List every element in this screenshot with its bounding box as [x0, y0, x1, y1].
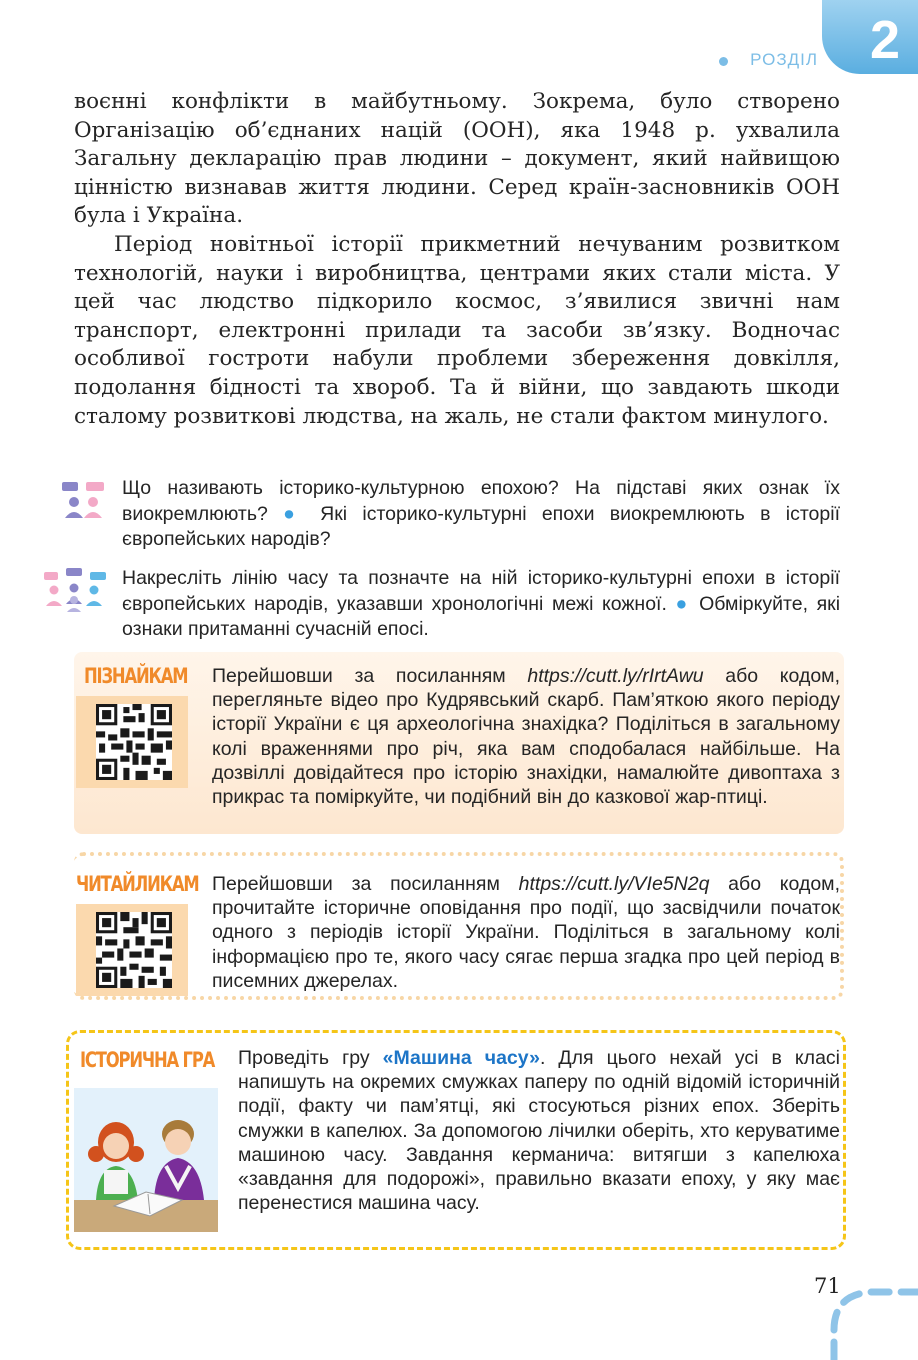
link-piznaikam[interactable]: https://cutt.ly/rIrtAwu	[527, 665, 704, 687]
paragraph-1: воєнні конфлікти в майбутньому. Зокрема, було створено Організацію об’єднаних націй (ООН), яка 1948 р. ухвалила Загальну декларацію прав людини – документ, який найвищою цінністю визнавав життя людини. Серед країн-засновників ООН була і Україна.	[74, 89, 840, 229]
bullet-icon: ●	[675, 592, 691, 615]
box-game-text: Проведіть гру «Машина часу». Для цього нехай усі в класі напишуть на окремих смужках паперу по одній відомій історичній події, факту чи пам’ятці, які стосуються різних епох. Зберіть смужки в капелюх. За допомогою лічилки оберіть, хто керуватиме машиною часу. Завдання керманича: витягши з капелюха «завдання для подорожі», правильно вказати епоху, у яку має перенестися машина часу.	[238, 1047, 840, 1215]
children-reading-illustration	[74, 1088, 218, 1232]
task-2-question: Обміркуйте, які ознаки притаманні сучасній епосі.	[122, 592, 841, 640]
bullet-icon: ●	[283, 502, 305, 525]
qr-code-chytailykam[interactable]	[76, 904, 188, 996]
pair-work-icon	[62, 480, 106, 520]
main-text	[74, 88, 840, 431]
task-1-question-b: Які історико-культурні епохи виокремлюють в історії європейських народів?	[122, 502, 840, 550]
box-chytailykam-heading: ЧИТАЙЛИКАМ	[76, 872, 199, 896]
group-work-icon	[44, 568, 108, 612]
box-chytailykam-text: Перейшовши за посиланням https://cutt.ly/VIe5N2q або кодом, прочитайте історичне оповідання про події, що засвідчили початок одного з періодів історії України. Поділіться в загальному колі інформацією про те, якого часу сягає перша згадка про цей період в писемних джерелах.	[212, 873, 840, 992]
box-piznaikam-text: Перейшовши за посиланням https://cutt.ly/rIrtAwu або кодом, перегляньте відео про Кудрявський скарб. Пам’яткою якого періоду історії України є ця археологічна знахідка? Поділіться в загальному колі враженнями про річ, яка вам сподобалася найбільше. На дозвіллі довідайтеся про історію знахідки, намалюйте дивоптаха з прикрас та поміркуйте, чи подібний він до казкової жар-птиці.	[212, 665, 840, 809]
box-game-heading: ІСТОРИЧНА ГРА	[80, 1048, 215, 1072]
task-1-text	[122, 476, 840, 553]
qr-code-piznaikam[interactable]	[76, 696, 188, 788]
task-2-instruction: Накресліть лінію часу та позначте на ній історико-культурні епохи в історії європейських народів, указавши хронологічні межі кожної.	[122, 567, 840, 615]
paragraph-2: Період новітньої історії прикметний нечуваним розвитком технологій, науки і виробництва, центрами яких стали міста. У цей час людство підкорило космос, з’явилися звичні нам транспорт, електронні прилади та засоби зв’язку. Водночас особливої гостроти набули проблеми збереження довкілля, подолання бідності та хвороб. Та й війни, що завдають шкоди сталому розвиткові людства, на жаль, не стали фактом минулого.	[74, 231, 840, 429]
game-title: «Машина часу»	[382, 1047, 540, 1069]
children-picture-icon	[74, 1088, 218, 1232]
link-chytailykam[interactable]: https://cutt.ly/VIe5N2q	[518, 873, 710, 895]
qr-code-icon	[96, 912, 172, 988]
section-dot	[719, 57, 728, 66]
task-2-text	[122, 566, 840, 643]
page-number: 71	[814, 1274, 841, 1298]
corner-decoration-icon	[828, 1280, 918, 1360]
section-number: 2	[869, 10, 900, 70]
box-piznaikam-heading: ПІЗНАЙКАМ	[84, 664, 188, 688]
task-1-question-a: Що називають історико-культурною епохою? На підставі яких ознак їх виокремлюють?	[122, 477, 840, 525]
section-label: РОЗДІЛ	[750, 50, 818, 69]
qr-code-icon	[96, 704, 172, 780]
